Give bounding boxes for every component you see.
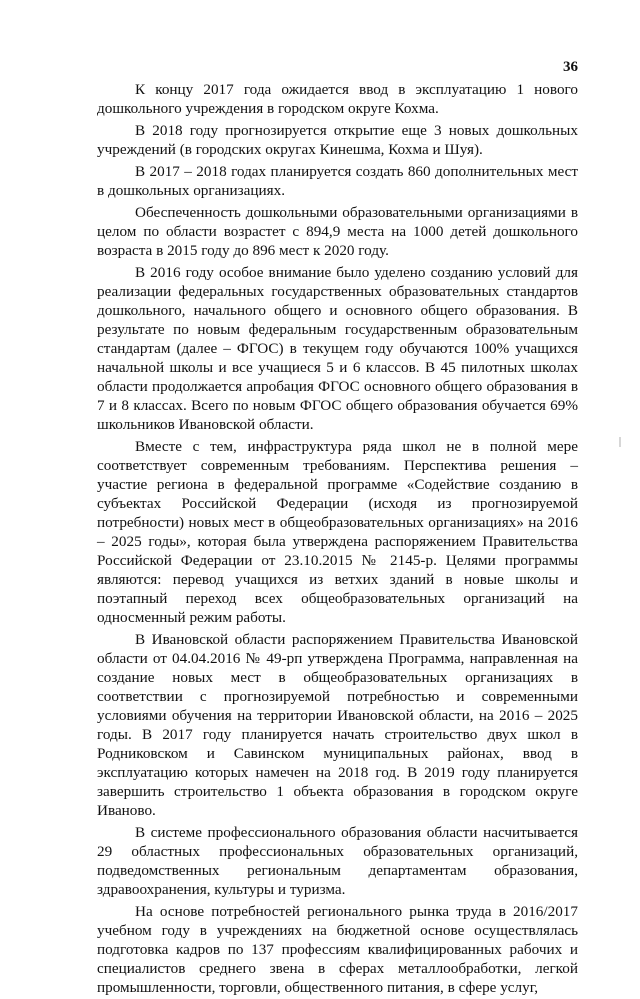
paragraph-infrastructure: Вместе с тем, инфраструктура ряда школ не в полной мере соответствует современным требованиям. Перспектива решения – участие региона в федеральной программе «Содействие созданию в субъектах Российской Федерации (исходя из прогнозируемой потребности) новых мест в общеобразовательных организациях» на 2016 – 2025 годы», которая была утверждена распоряжением Правительства Российской Федерации от 23.10.2015 № 2145-р. Целями программы являются: перевод учащихся из ветхих зданий в новые школы и поэтапный переход всех общеобразовательных организаций на односменный режим работы. (97, 438, 578, 626)
paragraph-860-places: В 2017 – 2018 годах планируется создать 860 дополнительных мест в дошкольных организациях. (97, 163, 578, 199)
page-number: 36 (563, 59, 578, 75)
paragraph-ivanovo-program: В Ивановской области распоряжением Правительства Ивановской области от 04.04.2016 № 49-рп утверждена Программа, направленная на создание новых мест в общеобразовательных организациях в соответствии с прогнозируемой потребностью и современными условиями обучения на территории Ивановской области, на 2016 – 2025 годы. В 2017 году планируется начать строительство двух школ в Родниковском и Савинском муниципальных районах, ввод в эксплуатацию которых намечен на 2018 год. В 2019 году планируется завершить строительство 1 объекта образования в городском округе Иваново. (97, 631, 578, 819)
paragraph-2018-openings: В 2018 году прогнозируется открытие еще 3 новых дошкольных учреждений (в городских округах Кинешма, Кохма и Шуя). (97, 122, 578, 158)
paragraph-vocational-system: В системе профессионального образования области насчитывается 29 областных профессиональных образовательных организаций, подведомственных региональным департаментам образования, здравоохранения, культуры и туризма. (97, 824, 578, 898)
paragraph-preschool-coverage: Обеспеченность дошкольными образовательными организациями в целом по области возрастет с 894,9 места на 1000 детей дошкольного возраста в 2015 году до 896 мест к 2020 году. (97, 204, 578, 259)
paragraph-kokhma-2017: К концу 2017 года ожидается ввод в эксплуатацию 1 нового дошкольного учреждения в городском округе Кохма. (97, 81, 578, 117)
body-text (97, 80, 578, 999)
scan-speck (619, 437, 621, 447)
paragraph-fgos-2016: В 2016 году особое внимание было уделено созданию условий для реализации федеральных государственных образовательных стандартов дошкольного, начального общего и основного общего образования. В результате по новым федеральным государственным образовательным стандартам (далее – ФГОС) в текущем году обучаются 100% учащихся начальной школы и все учащиеся 5 и 6 классов. В 45 пилотных школах области продолжается апробация ФГОС основного общего образования в 7 и 8 классах. Всего по новым ФГОС общего образования обучается 69% школьников Ивановской области. (97, 264, 578, 433)
paragraph-labor-market: На основе потребностей регионального рынка труда в 2016/2017 учебном году в учреждениях на бюджетной основе осуществлялась подготовка кадров по 137 профессиям квалифицированных рабочих и специалистов среднего звена в сферах металлообработки, легкой промышленности, торговли, общественного питания, в сфере услуг, (97, 903, 578, 996)
